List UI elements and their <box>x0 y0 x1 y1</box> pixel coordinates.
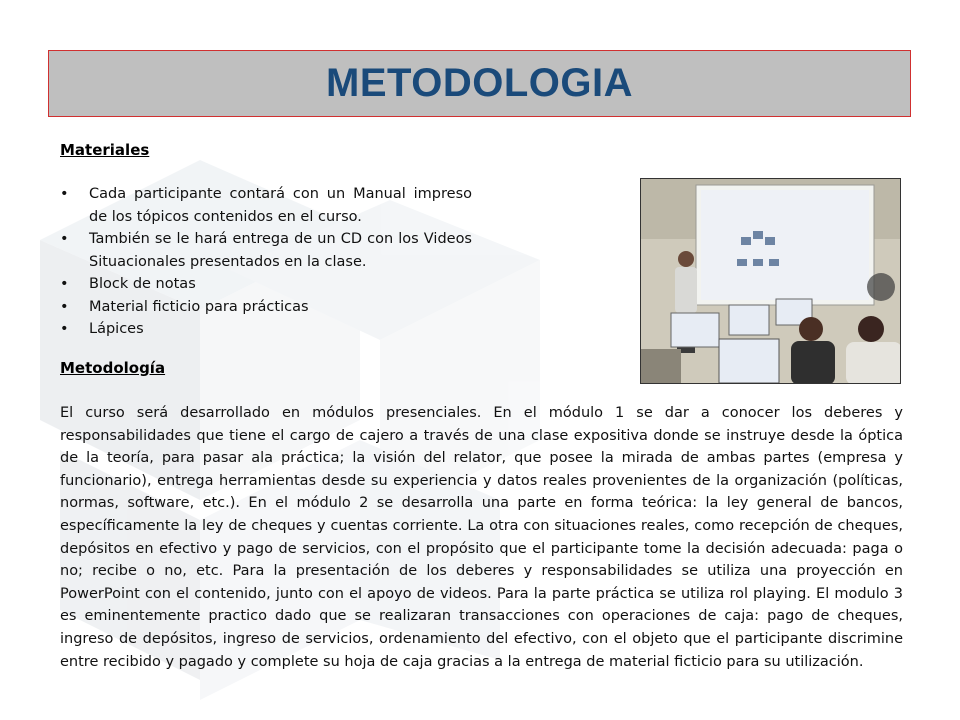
slide-title: METODOLOGIA <box>326 61 633 105</box>
title-bar <box>48 50 911 117</box>
materiales-list <box>60 183 472 341</box>
list-item: • Cada participante contará con un Manual impreso de los tópicos contenidos en el curso. <box>60 183 472 228</box>
metodologia-heading: Metodología <box>60 359 166 377</box>
classroom-photo-illustration <box>641 179 901 384</box>
metodologia-paragraph: El curso será desarrollado en módulos presenciales. En el módulo 1 se dar a conocer los deberes y responsabilidades que tiene el cargo de cajero a través de una clase expositiva donde se instruye desde la óptica de la teoría, para pasar ala práctica; la visión del relator, que posee la mirada de ambas partes (empresa y funcionario), entrega herramientas desde su experiencia y datos reales provenientes de la organización (políticas, normas, software, etc.). En el módulo 2 se desarrolla una parte en forma teórica: la ley general de bancos, específicamente la ley de cheques y cuentas corriente. La otra con situaciones reales, como recepción de cheques, depósitos en efectivo y pago de servicios, con el propósito que el participante tome la decisión adecuada: paga o no; recibe o no, etc. Para la presentación de los deberes y responsabilidades se utiliza una proyección en PowerPoint con el contenido, junto con el apoyo de videos. Para la parte práctica se utiliza rol playing. El modulo 3 es eminentemente practico dado que se realizaran transacciones con operaciones de caja: pago de cheques, ingreso de depósitos, ingreso de servicios, ordenamiento del efectivo, con el objeto que el participante discrimine entre recibido y pagado y complete su hoja de caja gracias a la entrega de material ficticio para su utilización. <box>60 405 903 670</box>
classroom-photo <box>640 178 901 384</box>
list-item: • Lápices <box>60 318 472 341</box>
materiales-heading: Materiales <box>60 141 150 159</box>
list-item: • También se le hará entrega de un CD con los Videos Situacionales presentados en la clase. <box>60 228 472 273</box>
list-item: • Material ficticio para prácticas <box>60 296 472 319</box>
list-item: • Block de notas <box>60 273 472 296</box>
